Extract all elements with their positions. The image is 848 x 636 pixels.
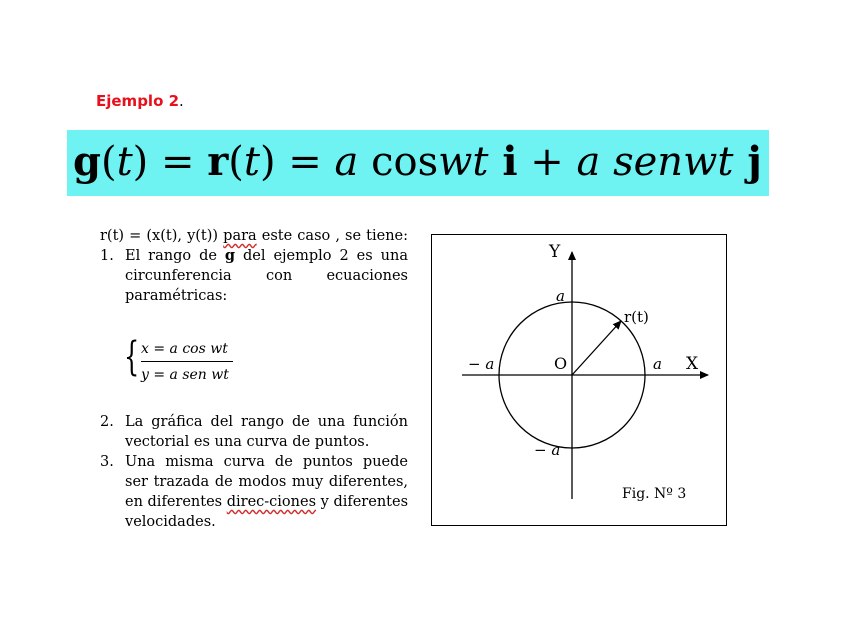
formula-t: t: [116, 139, 133, 185]
list-text-post: y diferentes velocidades.: [125, 494, 409, 530]
example-heading: [96, 92, 184, 110]
formula-a: a: [334, 139, 359, 185]
a-top-label: a: [556, 287, 565, 305]
list-item: [100, 246, 408, 306]
list-text: La gráfica del rango de una función vectorial es una curva de puntos.: [125, 414, 408, 450]
list-text-post: del ejemplo 2 es una circunferencia con ecuaciones paramétricas:: [125, 248, 408, 304]
example-heading-punct: .: [179, 92, 184, 110]
explanation-text: [100, 226, 408, 306]
explanation-list-continued: [100, 412, 408, 532]
list-text-pre: Una misma curva de puntos puede ser trazada de modos muy diferentes, en diferentes: [125, 454, 408, 510]
formula-t: t: [243, 139, 260, 185]
list-text: [125, 246, 408, 306]
list-number: 2.: [100, 414, 114, 430]
formula-j: j: [733, 138, 762, 185]
formula-eq: ) =: [259, 139, 335, 185]
list-item: [100, 452, 408, 532]
list-bold-g: g: [224, 247, 236, 264]
list-text: [125, 452, 408, 532]
para-word: para: [223, 228, 257, 244]
formula-plus: +: [517, 139, 577, 185]
main-formula: [73, 136, 762, 188]
divider: [141, 361, 233, 362]
formula-eq: ) =: [132, 139, 208, 185]
formula-wt: wt: [438, 139, 489, 185]
neg-a-left-label: − a: [468, 355, 495, 373]
formula-paren: (: [100, 139, 117, 185]
a-right-label: a: [653, 355, 662, 373]
formula-cos: cos: [358, 139, 439, 185]
formula-g: g: [73, 138, 101, 185]
figure-caption: Fig. Nº 3: [622, 486, 687, 502]
list-number: 1.: [100, 248, 114, 264]
list-number: 3.: [100, 454, 114, 470]
formula-a: a: [576, 139, 601, 185]
formula-wt: wt: [683, 139, 734, 185]
equation-x: x = a cos wt: [141, 341, 228, 357]
formula-paren: (: [228, 139, 244, 185]
x-axis-label: X: [686, 354, 699, 374]
formula-r: r: [207, 138, 229, 185]
y-axis-label: Y: [549, 242, 561, 262]
list-text-pre: El rango de: [125, 248, 225, 264]
list-wavy-word: direc-ciones: [226, 494, 317, 510]
circle-diagram: [432, 235, 728, 527]
circle-figure: [431, 234, 727, 526]
vector-label: r(t): [624, 308, 649, 326]
position-vector: [572, 321, 621, 375]
intro-line: [100, 226, 408, 246]
example-heading-label: Ejemplo 2: [96, 92, 180, 110]
formula-sen: sen: [600, 139, 684, 185]
list-item: [100, 412, 408, 452]
neg-a-bottom-label: − a: [534, 441, 561, 459]
formula-i: i: [488, 138, 518, 185]
brace-icon: {: [124, 334, 140, 380]
intro-rest: este caso , se tiene:: [256, 228, 408, 244]
origin-label: O: [554, 354, 568, 373]
r-equation: r(t) = (x(t), y(t)): [100, 228, 219, 244]
equation-y: y = a sen wt: [141, 367, 229, 383]
